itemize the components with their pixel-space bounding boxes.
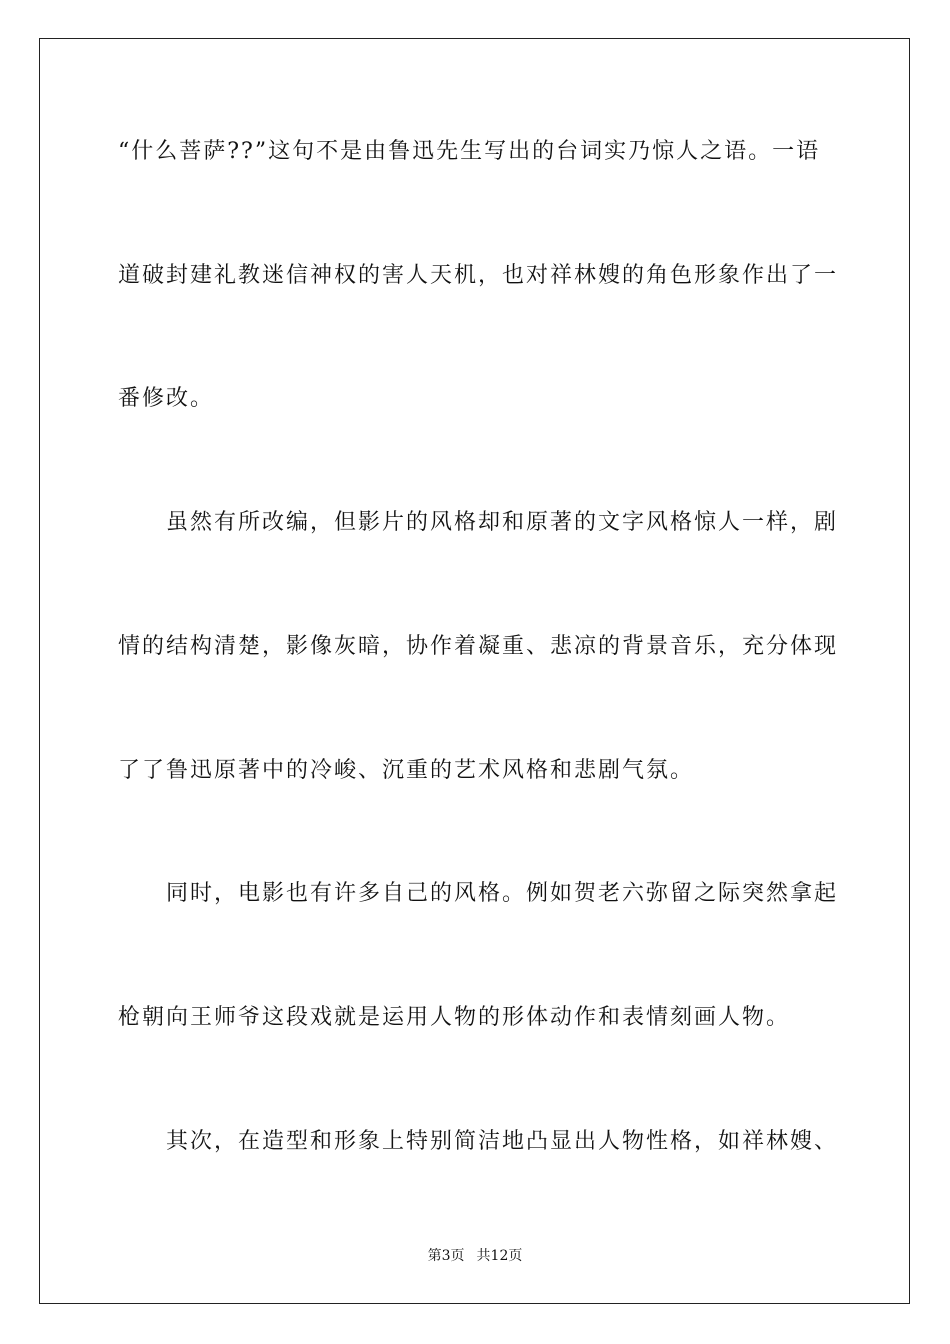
- text-line-1: “什么菩萨??”这句不是由鲁迅先生写出的台词实乃惊人之语。一语: [118, 139, 821, 164]
- page-footer: [0, 1246, 950, 1266]
- text-line-4: 虽然有所改编，但影片的风格却和原著的文字风格惊人一样，剧: [166, 510, 839, 535]
- text-line-2: 道破封建礼教迷信神权的害人天机，也对祥林嫂的角色形象作出了一: [118, 263, 839, 288]
- text-line-5: 情的结构清楚，影像灰暗，协作着凝重、悲凉的背景音乐，充分体现: [118, 634, 839, 659]
- page-total: 共12页: [476, 1248, 523, 1264]
- page-number: 第3页: [427, 1248, 465, 1264]
- text-line-6: 了了鲁迅原著中的冷峻、沉重的艺术风格和悲剧气氛。: [118, 758, 695, 783]
- text-line-8: 枪朝向王师爷这段戏就是运用人物的形体动作和表情刻画人物。: [118, 1005, 791, 1030]
- text-line-3: 番修改。: [118, 386, 215, 411]
- page-border: [39, 38, 910, 1304]
- text-line-7: 同时，电影也有许多自己的风格。例如贺老六弥留之际突然拿起: [166, 881, 839, 906]
- text-line-9: 其次，在造型和形象上特别简洁地凸显出人物性格，如祥林嫂、: [166, 1129, 839, 1154]
